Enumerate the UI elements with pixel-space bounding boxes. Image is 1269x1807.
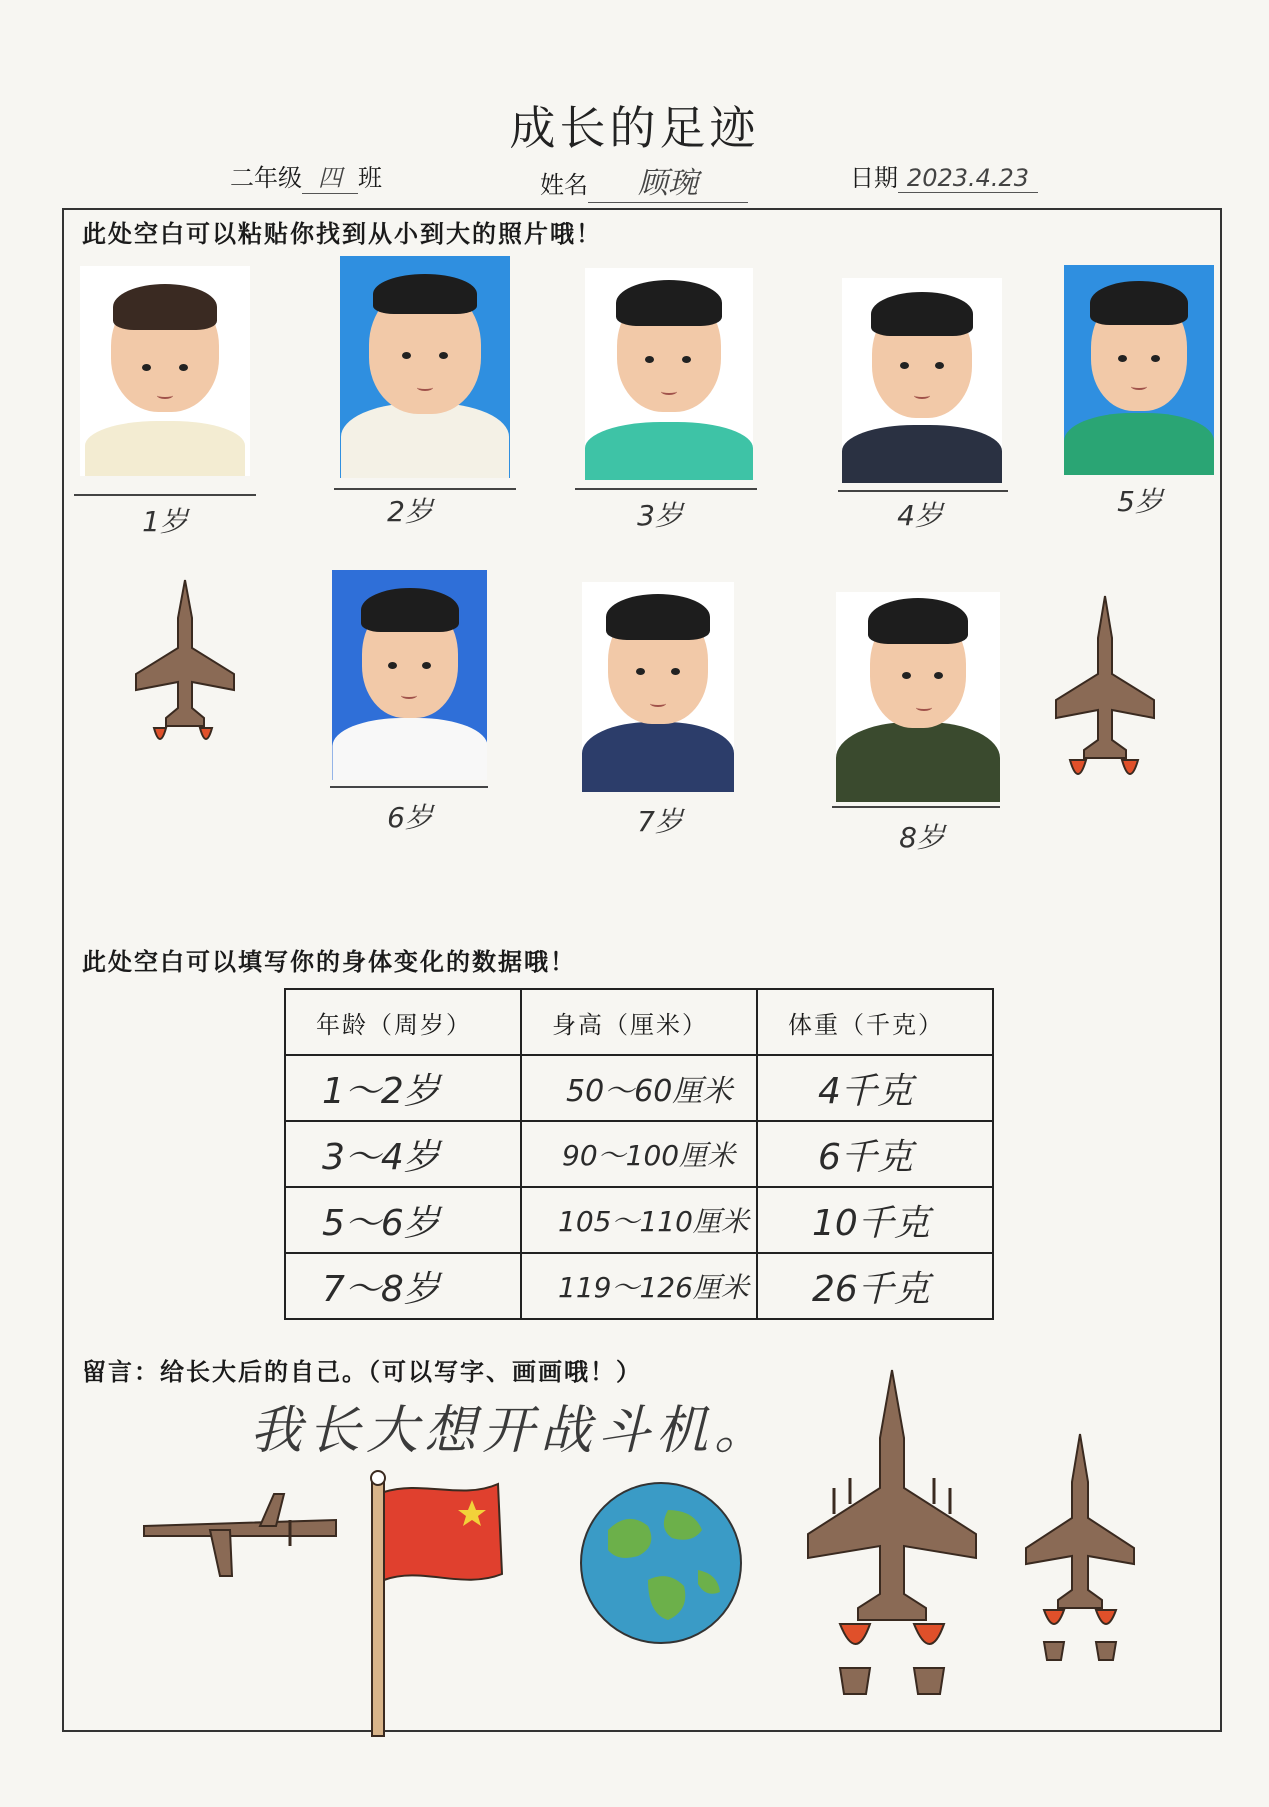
age-label-1: 1岁	[142, 505, 188, 538]
date-value: 2023.4.23	[898, 164, 1038, 193]
photo-age-7	[582, 582, 734, 792]
table-header: 体重（千克）	[757, 989, 993, 1055]
jet-drawing-left	[130, 578, 240, 758]
photo-age-3	[585, 268, 753, 480]
class-suffix: 班	[358, 164, 382, 192]
table-row	[285, 1253, 993, 1319]
table-cell: 50～60厘米	[521, 1055, 757, 1121]
table-cell: 3～4岁	[285, 1121, 521, 1187]
photos-prompt: 此处空白可以粘贴你找到从小到大的照片哦！	[82, 219, 602, 248]
date-label: 日期	[850, 164, 898, 192]
table-cell: 119～126厘米	[521, 1253, 757, 1319]
table-cell: 105～110厘米	[521, 1187, 757, 1253]
age-label-3: 3岁	[637, 499, 683, 532]
age-label-5: 5岁	[1117, 485, 1163, 518]
name-field	[540, 158, 748, 203]
table-cell: 5～6岁	[285, 1187, 521, 1253]
table-row	[285, 1055, 993, 1121]
body-data-prompt: 此处空白可以填写你的身体变化的数据哦！	[82, 947, 576, 976]
photo-age-1	[80, 266, 250, 476]
table-cell: 4千克	[757, 1055, 993, 1121]
jet-drawing-right	[1050, 594, 1160, 804]
table-header: 身高（厘米）	[521, 989, 757, 1055]
age-label-8: 8岁	[899, 821, 945, 854]
plane-drawing	[140, 1490, 340, 1580]
table-row	[285, 1121, 993, 1187]
photo-age-6	[332, 570, 487, 780]
message-prompt: 留言：给长大后的自己。（可以写字、画画哦！）	[82, 1357, 642, 1386]
age-label-4: 4岁	[897, 499, 943, 532]
age-label-7: 7岁	[637, 805, 683, 838]
table-cell: 6千克	[757, 1121, 993, 1187]
table-cell: 7～8岁	[285, 1253, 521, 1319]
date-field	[850, 158, 1038, 193]
flag-drawing	[362, 1470, 512, 1740]
table-cell: 90～100厘米	[521, 1121, 757, 1187]
class-number: 四	[302, 158, 358, 194]
table-cell: 26千克	[757, 1253, 993, 1319]
age-label-6: 6岁	[387, 801, 433, 834]
age-label-2: 2岁	[387, 495, 433, 528]
name-value: 顾琬	[588, 158, 748, 203]
photo-age-8	[836, 592, 1000, 802]
photo-age-5	[1064, 265, 1214, 475]
name-label: 姓名	[540, 171, 588, 199]
earth-drawing	[578, 1480, 744, 1646]
photo-age-2	[340, 256, 510, 478]
table-cell: 1～2岁	[285, 1055, 521, 1121]
table-header: 年龄（周岁）	[285, 989, 521, 1055]
class-prefix: 二年级	[230, 164, 302, 192]
jet-drawing-large	[800, 1368, 984, 1698]
class-field	[230, 158, 382, 194]
message-text: 我长大想开战斗机。	[250, 1401, 773, 1461]
table-cell: 10千克	[757, 1187, 993, 1253]
table-row	[285, 1187, 993, 1253]
body-data-table	[284, 988, 994, 1320]
table-header-row	[285, 989, 993, 1055]
page-title: 成长的足迹	[509, 101, 760, 155]
jet-drawing-small	[1020, 1432, 1140, 1662]
photo-age-4	[842, 278, 1002, 483]
